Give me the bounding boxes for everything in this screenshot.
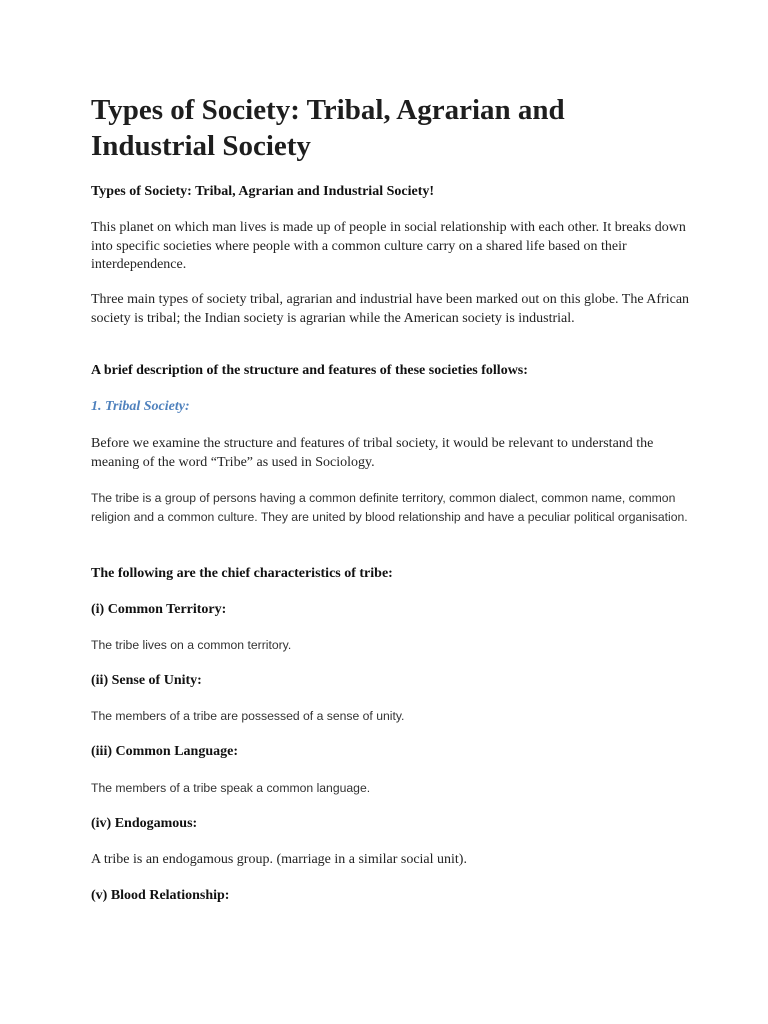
characteristic-heading: (iii) Common Language:: [91, 744, 238, 759]
document-subtitle: Types of Society: Tribal, Agrarian and Industrial Society!: [91, 184, 435, 199]
intro-paragraph-1: This planet on which man lives is made up of people in social relationship with each other. It breaks down into specific societies where people with a common culture carry on a shared life based on their interdependence.: [91, 220, 686, 272]
characteristic-text: A tribe is an endogamous group. (marriage in a similar social unit).: [91, 852, 467, 867]
characteristics-heading: The following are the chief characteristics of tribe:: [91, 566, 393, 581]
section-heading-tribal-society: 1. Tribal Society:: [91, 399, 190, 414]
characteristic-heading: (v) Blood Relationship:: [91, 888, 230, 903]
section-paragraph-2: The tribe is a group of persons having a common definite territory, common dialect, common name, common religion and a common culture. They are united by blood relationship and have a peculiar political organisation.: [91, 491, 688, 524]
characteristic-text: The tribe lives on a common territory.: [91, 638, 292, 652]
section-paragraph-1: Before we examine the structure and features of tribal society, it would be relevant to understand the meaning of the word “Tribe” as used in Sociology.: [91, 436, 654, 470]
characteristic-heading: (ii) Sense of Unity:: [91, 673, 202, 688]
characteristic-heading: (i) Common Territory:: [91, 602, 227, 617]
page-title: Types of Society: Tribal, Agrarian and Industrial Society: [91, 94, 565, 162]
characteristic-text: The members of a tribe speak a common language.: [91, 781, 371, 795]
characteristic-heading: (iv) Endogamous:: [91, 816, 198, 831]
intro-paragraph-2: Three main types of society tribal, agrarian and industrial have been marked out on this globe. The African society is tribal; the Indian society is agrarian while the American society is industrial.: [91, 292, 690, 326]
characteristic-text: The members of a tribe are possessed of a sense of unity.: [91, 709, 405, 723]
lead-in-text: A brief description of the structure and features of these societies follows:: [91, 363, 528, 378]
